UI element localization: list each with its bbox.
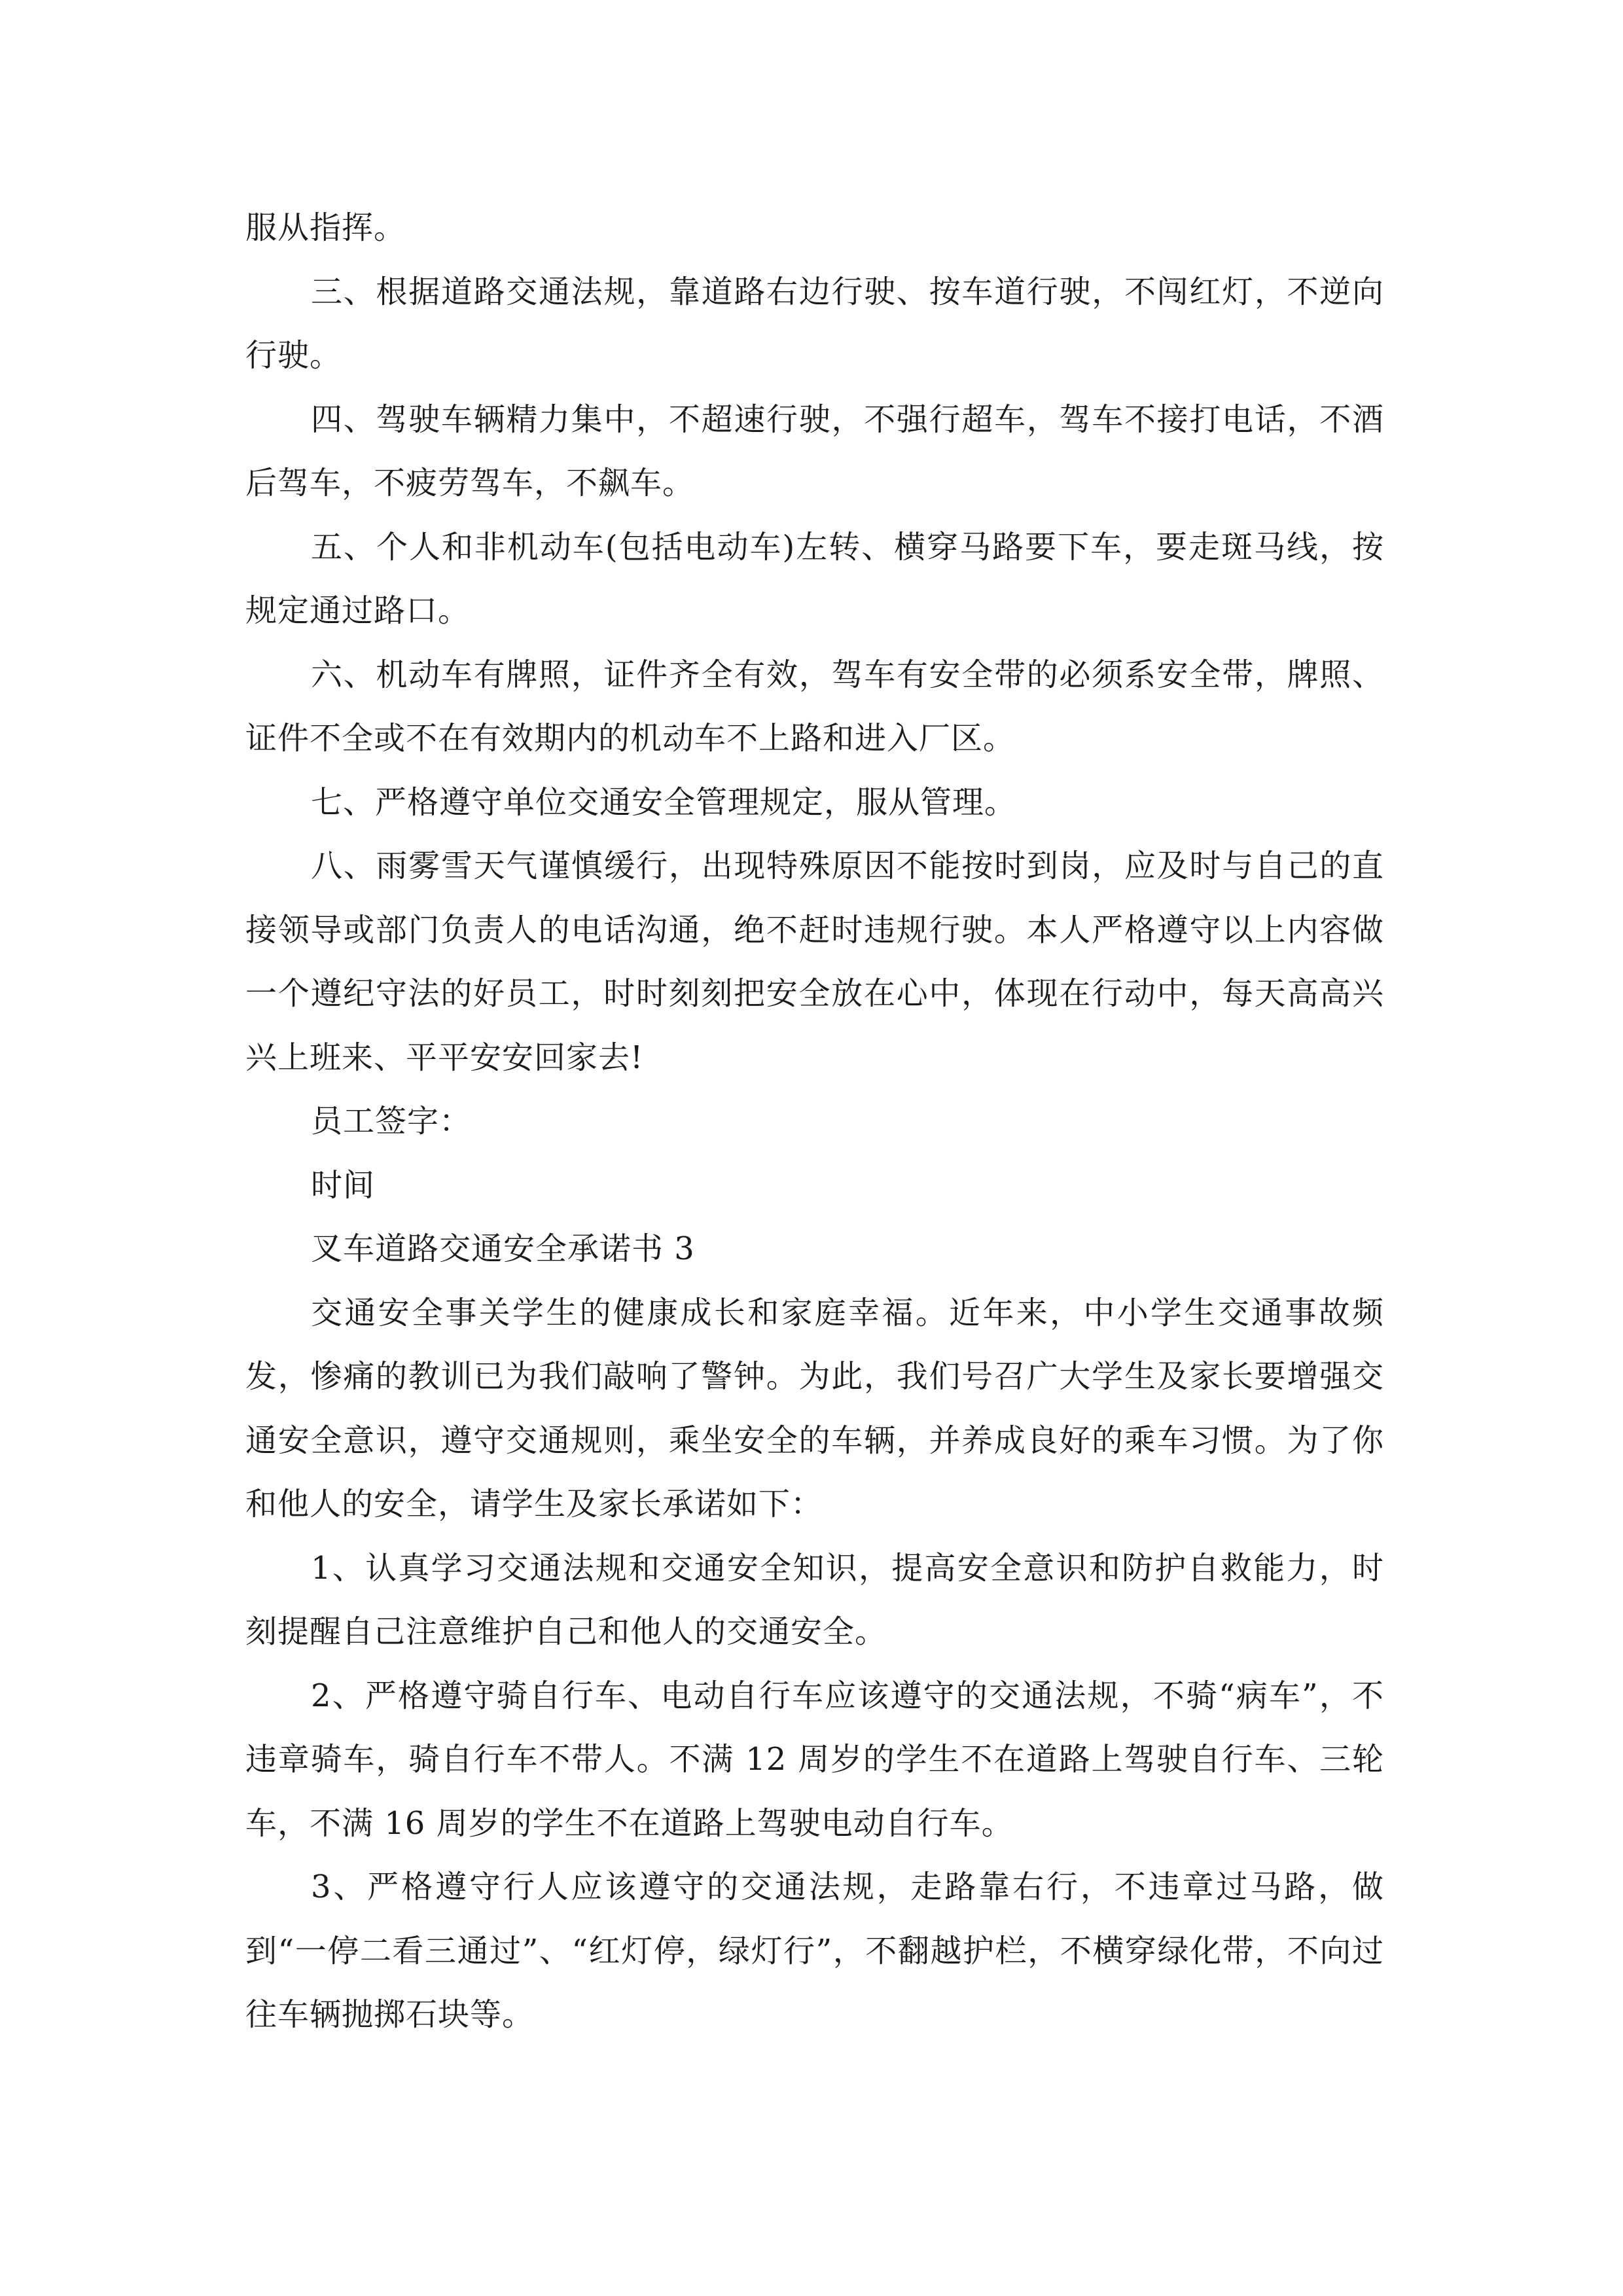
employee-signature-label: 员工签字： [311, 1103, 472, 1139]
paragraph-item-6: 六、机动车有牌照，证件齐全有效，驾车有安全带的必须系安全带，牌照、证件不全或不在有效期内的机动车不上路和进入厂区。 [245, 656, 1384, 757]
paragraph-item-8: 八、雨雾雪天气谨慎缓行，出现特殊原因不能按时到岗，应及时与自己的直接领导或部门负责人的电话沟通，绝不赶时违规行驶。本人严格遵守以上内容做一个遵纪守法的好员工，时时刻刻把安全放在心中，体现在行动中，每天高高兴兴上班来、平平安安回家去! [245, 848, 1384, 1076]
paragraph-item-5: 五、个人和非机动车(包括电动车)左转、横穿马路要下车，要走斑马线，按规定通过路口。 [245, 528, 1384, 629]
document-body [245, 196, 1384, 2047]
paragraph-item-3: 三、根据道路交通法规，靠道路右边行驶、按车道行驶，不闯红灯，不逆向行驶。 [245, 273, 1384, 374]
paragraph-pledge-1: 1、认真学习交通法规和交通安全知识，提高安全意识和防护自救能力，时刻提醒自己注意维护自己和他人的交通安全。 [245, 1549, 1384, 1650]
paragraph-fucong-zhihui: 服从指挥。 [245, 209, 406, 246]
paragraph-item-4: 四、驾驶车辆精力集中，不超速行驶，不强行超车，驾车不接打电话，不酒后驾车，不疲劳驾车，不飙车。 [245, 401, 1384, 501]
paragraph-pledge-3: 3、严格遵守行人应该遵守的交通法规，走路靠右行，不违章过马路，做到“一停二看三通过”、“红灯停，绿灯行”，不翻越护栏，不横穿绿化带，不向过往车辆抛掷石块等。 [245, 1869, 1384, 2033]
paragraph-pledge-2: 2、严格遵守骑自行车、电动自行车应该遵守的交通法规，不骑“病车”，不违章骑车，骑自行车不带人。不满 12 周岁的学生不在道路上驾驶自行车、三轮车，不满 16 周岁的学生不在道路上驾驶电动自行车。 [245, 1677, 1384, 1842]
section-title: 叉车道路交通安全承诺书 3 [311, 1230, 695, 1267]
time-label: 时间 [311, 1166, 376, 1204]
paragraph-item-7: 七、严格遵守单位交通安全管理规定，服从管理。 [311, 783, 1017, 821]
paragraph-intro: 交通安全事关学生的健康成长和家庭幸福。近年来，中小学生交通事故频发，惨痛的教训已为我们敲响了警钟。为此，我们号召广大学生及家长要增强交通安全意识，遵守交通规则，乘坐安全的车辆，并养成良好的乘车习惯。为了你和他人的安全，请学生及家长承诺如下： [245, 1294, 1384, 1522]
